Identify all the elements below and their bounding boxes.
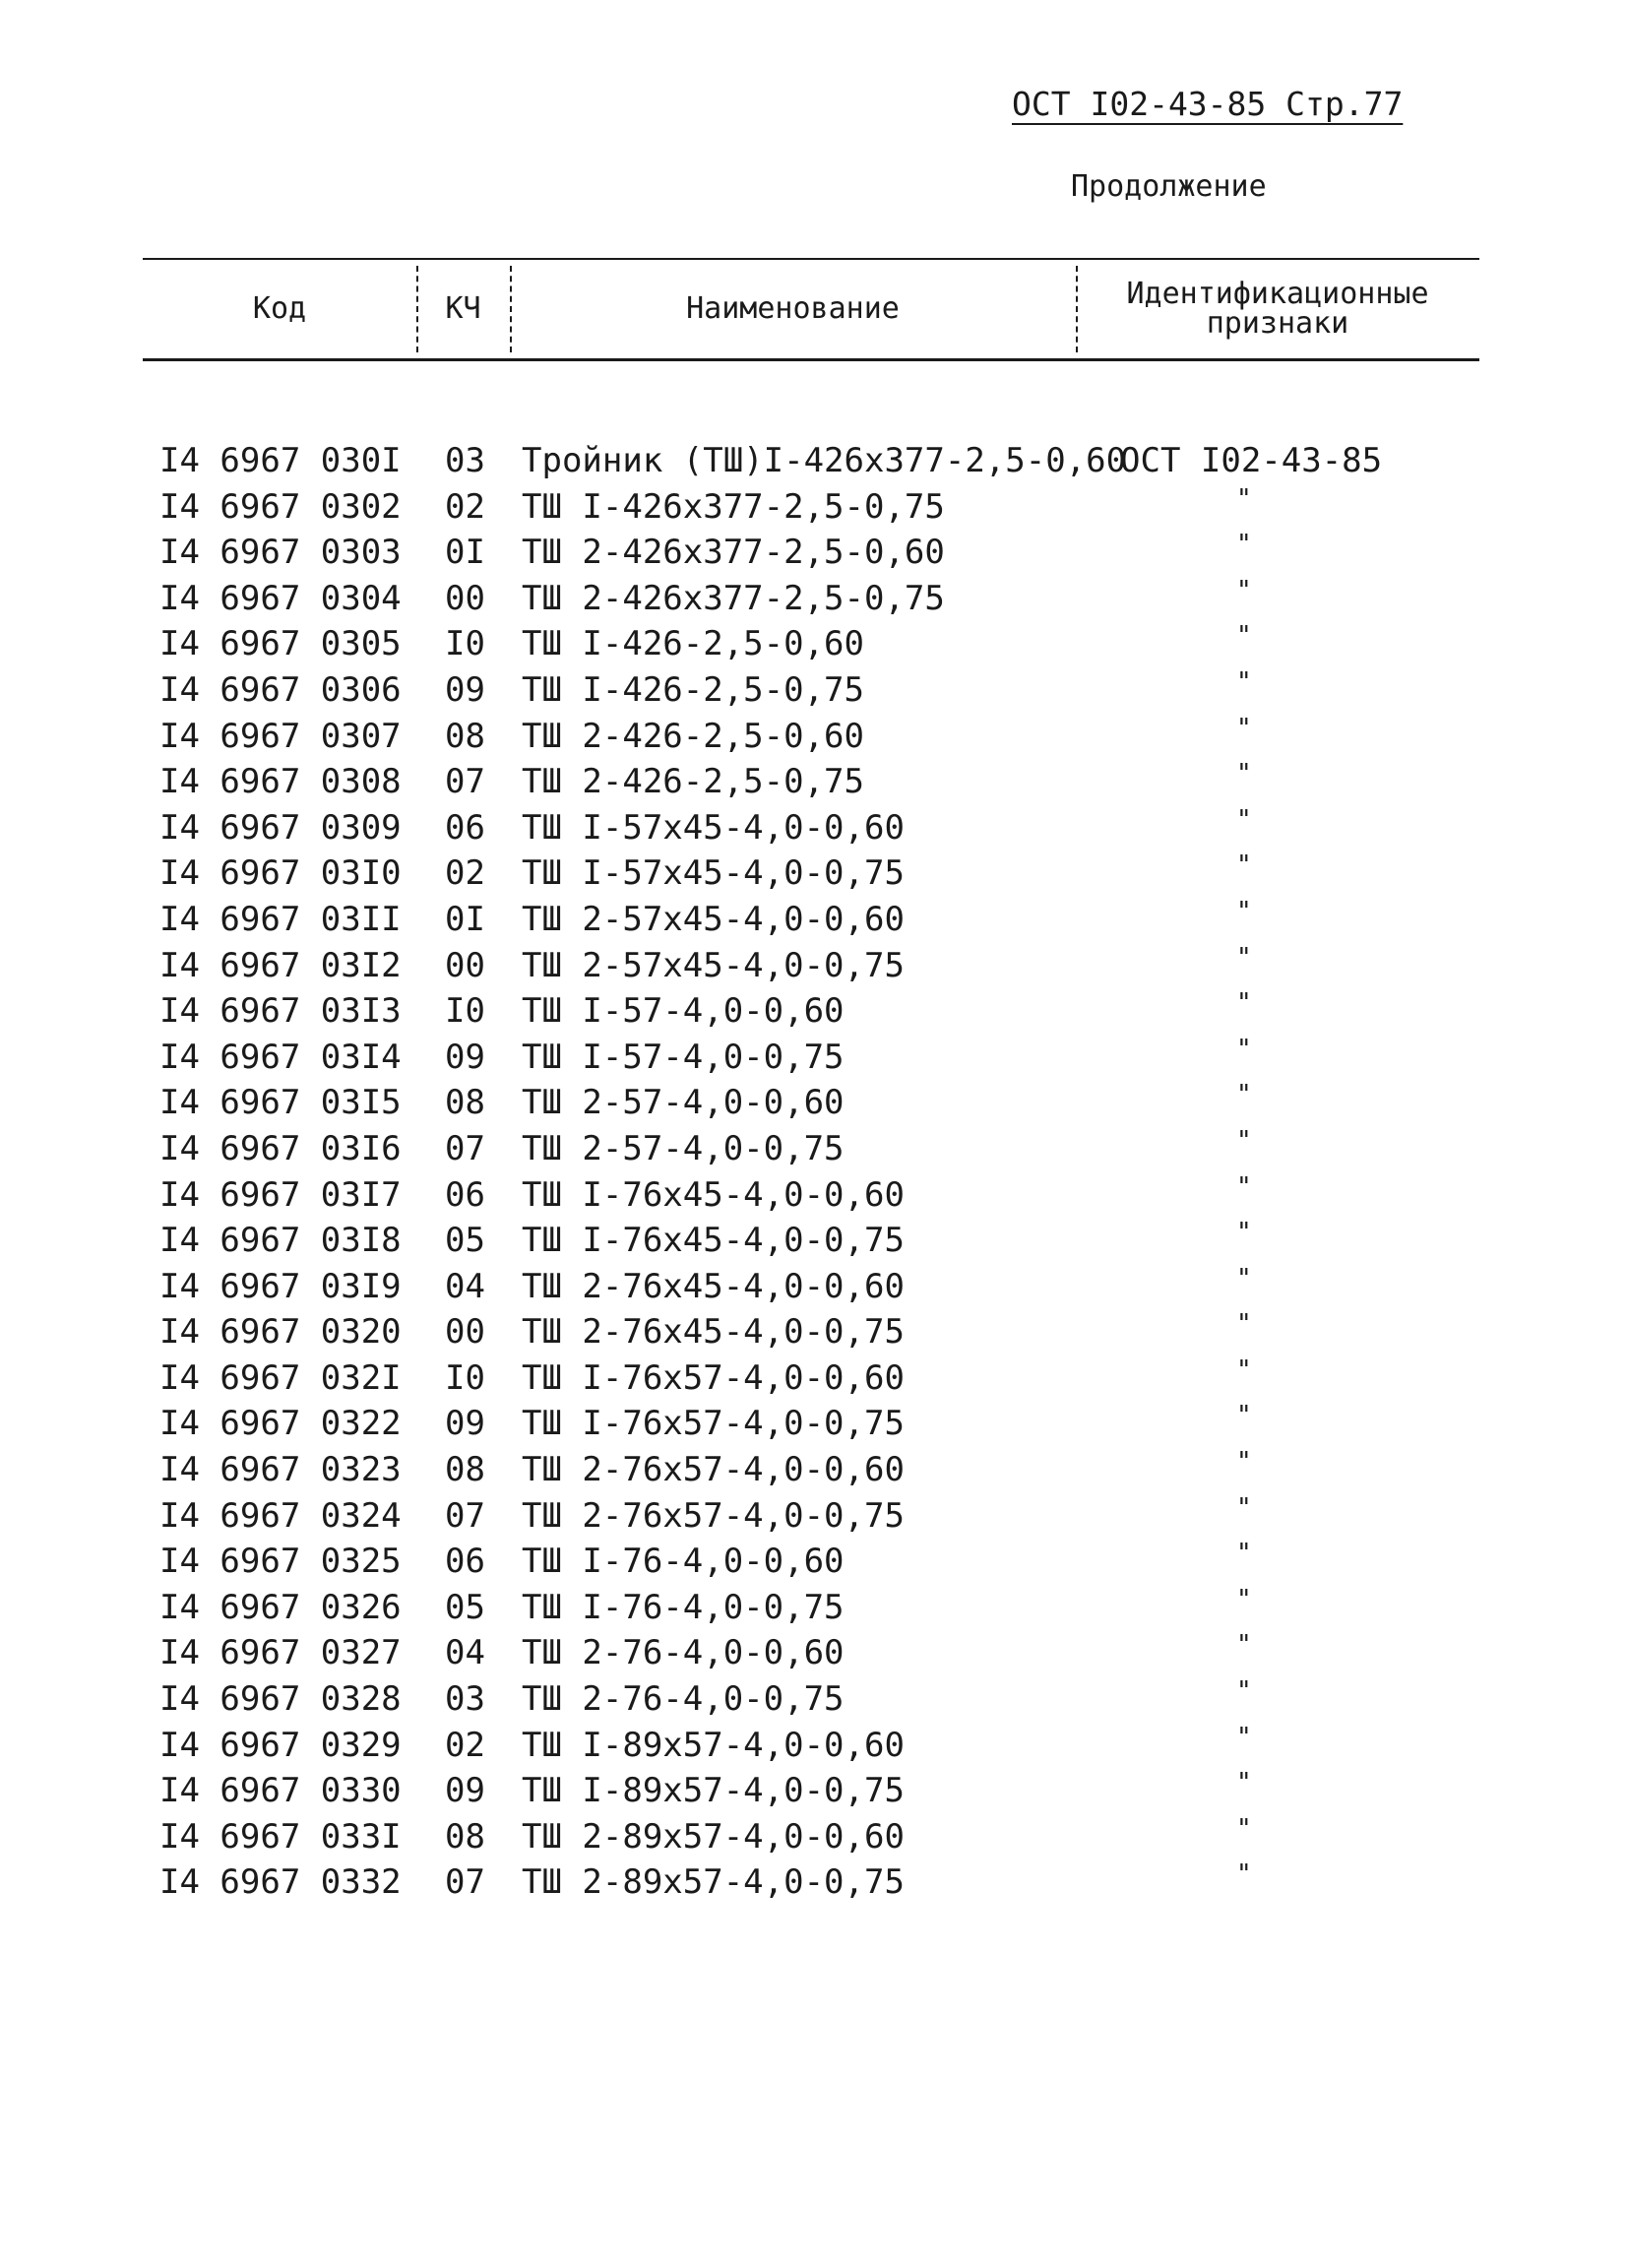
row-name: ТШ 2-76-4,0-0,60 bbox=[522, 1633, 845, 1673]
table-row bbox=[0, 1859, 1628, 1906]
row-code: I4 6967 0326 bbox=[159, 1587, 402, 1627]
row-kch: 08 bbox=[445, 1450, 485, 1490]
table-row bbox=[0, 1585, 1628, 1631]
row-name: ТШ 2-76x57-4,0-0,75 bbox=[522, 1495, 905, 1536]
row-kch: 03 bbox=[445, 1679, 485, 1720]
row-ident-ditto: " bbox=[1236, 1584, 1252, 1614]
row-ident-ditto: " bbox=[1236, 1859, 1252, 1890]
row-ident-ditto: " bbox=[1236, 1218, 1252, 1248]
row-code: I4 6967 0328 bbox=[159, 1679, 402, 1720]
row-kch: 08 bbox=[445, 1083, 485, 1123]
row-ident: ОСТ I02-43-85 bbox=[1120, 441, 1383, 480]
row-ident-ditto: " bbox=[1236, 1768, 1252, 1798]
row-code: I4 6967 0332 bbox=[159, 1862, 402, 1903]
row-code: I4 6967 0325 bbox=[159, 1542, 402, 1582]
row-code: I4 6967 0304 bbox=[159, 578, 402, 618]
row-kch: 09 bbox=[445, 1771, 485, 1811]
row-ident-ditto: " bbox=[1236, 942, 1252, 973]
row-name: ТШ 2-426-2,5-0,75 bbox=[522, 762, 864, 802]
table-row bbox=[0, 1768, 1628, 1814]
table-row bbox=[0, 759, 1628, 805]
row-ident-ditto: " bbox=[1236, 896, 1252, 926]
row-kch: 09 bbox=[445, 669, 485, 710]
row-kch: 04 bbox=[445, 1633, 485, 1673]
row-name: ТШ 2-89x57-4,0-0,75 bbox=[522, 1862, 905, 1903]
table-row bbox=[0, 1630, 1628, 1676]
row-kch: 06 bbox=[445, 807, 485, 848]
row-name: ТШ I-76x45-4,0-0,75 bbox=[522, 1221, 905, 1261]
row-kch: 0I bbox=[445, 899, 485, 939]
table-row bbox=[0, 1814, 1628, 1860]
table-row bbox=[0, 805, 1628, 851]
row-code: I4 6967 030I bbox=[159, 441, 402, 480]
row-ident-ditto: " bbox=[1236, 575, 1252, 605]
column-divider bbox=[510, 266, 512, 352]
row-name: ТШ I-76x57-4,0-0,75 bbox=[522, 1404, 905, 1444]
row-code: I4 6967 0306 bbox=[159, 669, 402, 710]
row-code: I4 6967 0305 bbox=[159, 624, 402, 664]
row-kch: 02 bbox=[445, 486, 485, 527]
column-header-name: Наименование bbox=[686, 291, 900, 326]
row-name: ТШ I-57-4,0-0,75 bbox=[522, 1037, 845, 1077]
row-kch: 07 bbox=[445, 762, 485, 802]
row-ident-ditto: " bbox=[1236, 1034, 1252, 1064]
table-row bbox=[0, 1401, 1628, 1447]
table-row bbox=[0, 1355, 1628, 1402]
row-ident-ditto: " bbox=[1236, 1447, 1252, 1478]
row-code: I4 6967 032I bbox=[159, 1357, 402, 1398]
table-row bbox=[0, 576, 1628, 622]
row-kch: 09 bbox=[445, 1037, 485, 1077]
row-name: ТШ I-89x57-4,0-0,60 bbox=[522, 1725, 905, 1765]
row-ident-ditto: " bbox=[1236, 483, 1252, 514]
row-code: I4 6967 0323 bbox=[159, 1450, 402, 1490]
table-row bbox=[0, 897, 1628, 943]
row-code: I4 6967 03I5 bbox=[159, 1083, 402, 1123]
table-row bbox=[0, 1447, 1628, 1493]
row-ident-ditto: " bbox=[1236, 1401, 1252, 1431]
row-kch: 0I bbox=[445, 533, 485, 573]
row-ident-ditto: " bbox=[1236, 1354, 1252, 1385]
column-header-kch: КЧ bbox=[445, 291, 481, 326]
table-row bbox=[0, 988, 1628, 1035]
row-name: ТШ I-76-4,0-0,60 bbox=[522, 1542, 845, 1582]
row-ident-ditto: " bbox=[1236, 713, 1252, 743]
row-ident-ditto: " bbox=[1236, 1263, 1252, 1293]
table-row bbox=[0, 1264, 1628, 1310]
row-ident-ditto: " bbox=[1236, 1080, 1252, 1110]
row-code: I4 6967 0322 bbox=[159, 1404, 402, 1444]
table-row bbox=[0, 943, 1628, 989]
table-body bbox=[0, 438, 1628, 1906]
row-kch: 04 bbox=[445, 1266, 485, 1306]
row-code: I4 6967 03I6 bbox=[159, 1128, 402, 1168]
row-ident-ditto: " bbox=[1236, 1309, 1252, 1340]
table-header bbox=[143, 258, 1479, 361]
column-header-ident-line1: Идентификационные bbox=[1126, 277, 1429, 311]
row-kch: 06 bbox=[445, 1542, 485, 1582]
row-ident-ditto: " bbox=[1236, 759, 1252, 789]
row-code: I4 6967 03I0 bbox=[159, 853, 402, 894]
row-code: I4 6967 03I2 bbox=[159, 945, 402, 985]
table-row bbox=[0, 667, 1628, 714]
table-row bbox=[0, 530, 1628, 576]
row-name: ТШ 2-76-4,0-0,75 bbox=[522, 1679, 845, 1720]
row-ident-ditto: " bbox=[1236, 804, 1252, 835]
row-code: I4 6967 0324 bbox=[159, 1495, 402, 1536]
row-kch: 08 bbox=[445, 716, 485, 756]
row-ident-ditto: " bbox=[1236, 1492, 1252, 1523]
row-name: ТШ 2-57-4,0-0,60 bbox=[522, 1083, 845, 1123]
row-name: ТШ 2-57-4,0-0,75 bbox=[522, 1128, 845, 1168]
column-header-code: Код bbox=[252, 291, 307, 326]
row-code: I4 6967 0329 bbox=[159, 1725, 402, 1765]
row-kch: 07 bbox=[445, 1495, 485, 1536]
continuation-label: Продолжение bbox=[1071, 169, 1267, 204]
table-row bbox=[0, 1723, 1628, 1769]
row-kch: 09 bbox=[445, 1404, 485, 1444]
row-name: ТШ 2-76x45-4,0-0,60 bbox=[522, 1266, 905, 1306]
row-code: I4 6967 0302 bbox=[159, 486, 402, 527]
row-ident-ditto: " bbox=[1236, 850, 1252, 881]
table-row bbox=[0, 1035, 1628, 1081]
row-name: ТШ 2-426x377-2,5-0,75 bbox=[522, 578, 945, 618]
table-row bbox=[0, 1539, 1628, 1585]
row-ident-ditto: " bbox=[1236, 1539, 1252, 1569]
row-kch: I0 bbox=[445, 624, 485, 664]
row-name: ТШ 2-76x45-4,0-0,75 bbox=[522, 1312, 905, 1353]
row-name: ТШ 2-57x45-4,0-0,75 bbox=[522, 945, 905, 985]
table-row bbox=[0, 1676, 1628, 1723]
column-divider bbox=[416, 266, 418, 352]
row-code: I4 6967 0320 bbox=[159, 1312, 402, 1353]
row-code: I4 6967 0327 bbox=[159, 1633, 402, 1673]
row-code: I4 6967 0307 bbox=[159, 716, 402, 756]
row-ident-ditto: " bbox=[1236, 1171, 1252, 1202]
row-name: ТШ I-89x57-4,0-0,75 bbox=[522, 1771, 905, 1811]
row-name: ТШ I-76-4,0-0,75 bbox=[522, 1587, 845, 1627]
row-kch: 00 bbox=[445, 1312, 485, 1353]
row-code: I4 6967 033I bbox=[159, 1816, 402, 1857]
row-kch: 02 bbox=[445, 853, 485, 894]
table-row bbox=[0, 1080, 1628, 1126]
row-code: I4 6967 03II bbox=[159, 899, 402, 939]
row-ident-ditto: " bbox=[1236, 1630, 1252, 1661]
row-name: ТШ I-57x45-4,0-0,75 bbox=[522, 853, 905, 894]
row-kch: 05 bbox=[445, 1221, 485, 1261]
row-kch: 06 bbox=[445, 1174, 485, 1215]
row-name: ТШ 2-89x57-4,0-0,60 bbox=[522, 1816, 905, 1857]
row-code: I4 6967 03I8 bbox=[159, 1221, 402, 1261]
row-ident-ditto: " bbox=[1236, 666, 1252, 697]
row-code: I4 6967 0330 bbox=[159, 1771, 402, 1811]
row-ident-ditto: " bbox=[1236, 1676, 1252, 1707]
row-kch: 00 bbox=[445, 578, 485, 618]
table-row bbox=[0, 484, 1628, 531]
row-kch: 07 bbox=[445, 1128, 485, 1168]
row-name: Тройник (ТШ)I-426x377-2,5-0,60 bbox=[522, 441, 1127, 480]
row-ident-ditto: " bbox=[1236, 988, 1252, 1019]
column-header-ident-line2: признаки bbox=[1206, 306, 1349, 341]
row-name: ТШ I-426-2,5-0,60 bbox=[522, 624, 864, 664]
row-name: ТШ I-426x377-2,5-0,75 bbox=[522, 486, 945, 527]
row-kch: I0 bbox=[445, 1357, 485, 1398]
row-ident-ditto: " bbox=[1236, 1125, 1252, 1156]
column-header-ident bbox=[1076, 260, 1479, 358]
row-name: ТШ 2-57x45-4,0-0,60 bbox=[522, 899, 905, 939]
row-kch: 03 bbox=[445, 441, 485, 480]
row-name: ТШ 2-426-2,5-0,60 bbox=[522, 716, 864, 756]
row-ident-ditto: " bbox=[1236, 530, 1252, 560]
row-name: ТШ I-57-4,0-0,60 bbox=[522, 991, 845, 1032]
row-name: ТШ I-76x57-4,0-0,60 bbox=[522, 1357, 905, 1398]
row-code: I4 6967 03I4 bbox=[159, 1037, 402, 1077]
row-code: I4 6967 03I3 bbox=[159, 991, 402, 1032]
row-kch: 00 bbox=[445, 945, 485, 985]
table-row bbox=[0, 714, 1628, 760]
row-code: I4 6967 0303 bbox=[159, 533, 402, 573]
row-name: ТШ 2-76x57-4,0-0,60 bbox=[522, 1450, 905, 1490]
row-kch: 07 bbox=[445, 1862, 485, 1903]
row-name: ТШ 2-426x377-2,5-0,60 bbox=[522, 533, 945, 573]
row-code: I4 6967 03I7 bbox=[159, 1174, 402, 1215]
table-row bbox=[0, 850, 1628, 897]
table-row bbox=[0, 1218, 1628, 1264]
table-row bbox=[0, 1126, 1628, 1172]
row-name: ТШ I-76x45-4,0-0,60 bbox=[522, 1174, 905, 1215]
row-ident-ditto: " bbox=[1236, 621, 1252, 652]
row-kch: I0 bbox=[445, 991, 485, 1032]
table-row bbox=[0, 1309, 1628, 1355]
row-ident-ditto: " bbox=[1236, 1722, 1252, 1752]
table-row bbox=[0, 621, 1628, 667]
column-divider bbox=[1076, 266, 1078, 352]
row-code: I4 6967 0309 bbox=[159, 807, 402, 848]
table-row bbox=[0, 1493, 1628, 1540]
row-name: ТШ I-426-2,5-0,75 bbox=[522, 669, 864, 710]
row-code: I4 6967 0308 bbox=[159, 762, 402, 802]
row-kch: 05 bbox=[445, 1587, 485, 1627]
row-kch: 02 bbox=[445, 1725, 485, 1765]
table-row bbox=[0, 438, 1628, 484]
row-code: I4 6967 03I9 bbox=[159, 1266, 402, 1306]
standard-page-number: ОСТ I02-43-85 Стр.77 bbox=[1012, 85, 1404, 123]
row-ident-ditto: " bbox=[1236, 1813, 1252, 1844]
table-row bbox=[0, 1172, 1628, 1219]
row-kch: 08 bbox=[445, 1816, 485, 1857]
row-name: ТШ I-57x45-4,0-0,60 bbox=[522, 807, 905, 848]
